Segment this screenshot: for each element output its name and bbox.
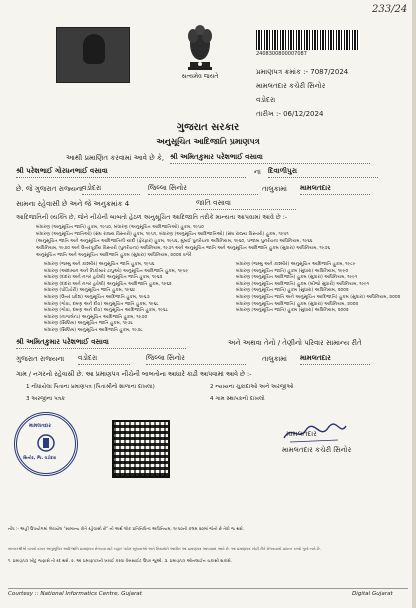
applicant-name: શ્રી અમિતકુમાર પરેશભાઈ વસાવા [170, 153, 370, 164]
state-prefix-2: ગુજરાત રાજ્યના [16, 355, 65, 363]
act-line: બંધારણ (અનુસૂચિત જાતિઓ) (સંઘ રાજ્ય વિસ્તારો) હુકમ, ૧૯૫૧, બંધારણ (અનુસૂચિત આદિજાતિઓ) (સંઘ રાજ્ય વિસ્તારો) હુકમ, ૧૯૫૧ [36, 232, 289, 237]
barcode [256, 30, 360, 50]
basis-item: 2 ન્યાયના ચુકાદાઓ અને અરજીઓ [210, 384, 294, 390]
order-item: બંધારણ (જમ્મુ અને કાશ્મીર) અનુસૂચિત આદિજાતિ હુકમ, ૧૯૮૯ [236, 262, 356, 267]
applicant-name-repeat: શ્રી અમિતકુમાર પરેશભાઈ વસાવા [16, 338, 186, 349]
act-line: (અનુસૂચિત જાતિ અને અનુસૂચિત આદિજાતિની યાદી (ફેરફાર) હુકમ, ૧૯૫૬, મુંબઈ પુનર્રચના અધિનિયમ, ૧૯૬૦, પંજાબ પુનર્રચના અધિનિયમ, ૧૯૬૬ [36, 239, 313, 244]
order-item: બંધારણ (દાદરા અને નગર હવેલી) અનુસૂચિત આદિજાતિ હુકમ, ૧૯૬૨ [44, 281, 172, 287]
page-edge [412, 0, 416, 608]
issuing-office: મામલતદાર કચેરી સિનોર [256, 82, 326, 90]
orders-right [236, 262, 400, 315]
emblem-caption: સત્યમેવ જયતે [181, 73, 219, 80]
seal-emblem-icon [36, 433, 56, 453]
applicant-photo [56, 27, 130, 83]
taluka-name: મામલતદાર [300, 184, 370, 195]
act-line: અધિનિયમ, ૧૯૭૦ અને ઉત્તરપૂર્વીય વિસ્તારો (પુનર્રચના) અધિનિયમ, ૧૯૭૧ અને અનુસૂચિત જાતિ અને અનુસૂચિત આદિજાતિ હુકમ (સુધારા) અધિનિયમ, ૧૯૭૬ [36, 246, 331, 251]
family-text: અને અથવા તેનો / તેણીનો પરિવાર સામાન્ય રીતે [228, 339, 362, 347]
footer-divider [8, 588, 408, 589]
district-mid-2: જિલ્લા સિનોર [146, 354, 246, 365]
signatory-office: મામલતદાર કચેરી સિનોર [282, 446, 352, 454]
office-seal [14, 412, 78, 476]
orders-left [44, 262, 188, 335]
order-item: બંધારણ (દાદરા અને નગર હવેલી) અનુસૂચિત જાતિ હુકમ, ૧૯૬૨ [44, 275, 163, 281]
certificate-title: અનુસૂચિત આદિજાતિ પ્રમાણપત્ર [156, 137, 260, 146]
order-item: બંધારણ (અનુસૂચિત આદિજાતિ) હુકમ (બીજો સુધારો) અધિનિયમ, ૧૯૯૧ [236, 281, 370, 287]
office-place: વડોદરા [256, 96, 276, 104]
order-item: બંધારણ (આંદામાન અને નિકોબાર ટાપુઓ) અનુસૂચિત આદિજાતિ હુકમ, ૧૯૫૯ [44, 268, 189, 274]
act-line: બંધારણ (અનુસૂચિત જાતિ) હુકમ, ૧૯૫૦, બંધારણ (અનુસૂચિત આદિજાતિઓ) હુકમ, ૧૯૫૦ [36, 225, 204, 230]
order-item: બંધારણ (ગોવા, દમણ અને દીવ) અનુસૂચિત જાતિ હુકમ, ૧૯૬૮ [44, 301, 159, 307]
caste-name: જાતિ વસાવા [196, 199, 296, 210]
recognition-text: આદિજાતિની વ્યક્તિ છે, જેને નીચેની બાબતો હેઠળ અનુસૂચિત આદિજાતિ તરીકે માન્યતા આપવામાં આવે છે :- [16, 214, 288, 221]
district-mid: જિલ્લા સિનોર [148, 184, 258, 195]
order-item: બંધારણ (પોંડિચેરી) અનુસૂચિત જાતિ હુકમ, ૧૯૬૪ [44, 288, 136, 294]
seal-top-text: મામલતદાર [29, 423, 51, 429]
courtesy-text: Courtesy :: National Informatics Centre, Gujarat [8, 591, 142, 597]
order-item: બંધારણ (ઉત્તર પ્રદેશ) અનુસૂચિત આદિજાતિ હુકમ, ૧૯૬૭ [44, 294, 150, 300]
basis-item: 3 અરજીના પત્રક [26, 396, 66, 402]
barcode-number: 2408300800007087 [256, 51, 307, 57]
order-item: બંધારણ (સિક્કિમ) અનુસૂચિત જાતિ હુકમ, ૧૯૭૮ [44, 321, 134, 327]
order-item: બંધારણ (જમ્મુ અને કાશ્મીર) અનુસૂચિત જાતિ હુકમ, ૧૯૫૬ [44, 262, 155, 267]
order-item: બંધારણ (સિક્કિમ) અનુસૂચિત આદિજાતિ હુકમ, ૧૯૭૮ [44, 327, 143, 333]
national-emblem-icon [182, 22, 218, 72]
state-prefix: છે. જે ગુજરાત રાજ્યના [16, 185, 83, 193]
village-name: દિવાળીપુરા [268, 167, 378, 178]
order-item: બંધારણ (અનુસૂચિત આદિજાતિ) હુકમ (સુધારા) અધિનિયમ, ૨૦૦૨ [236, 301, 359, 307]
order-item: બંધારણ (નાગાલેન્ડ) અનુસૂચિત આદિજાતિ હુકમ, ૧૯૭૦ [44, 314, 148, 320]
taluka-label: તાલુકામાં [262, 185, 287, 193]
district-name: વડોદરા [82, 184, 140, 195]
certificate-number: પ્રમાણપત્ર ક્રમાંક :- 7087/2024 [256, 68, 349, 76]
resident-text: સામના રહેવાસી છે અને જે અનુક્રમાંક 4 [16, 200, 130, 208]
basis-intro: ગામ / નગરનો રહેવાસી છે. આ પ્રમાણપત્ર નીચેની બાબતોના આધારે કાઢી આપવામાં આવે છે :- [16, 370, 252, 378]
order-item: બંધારણ (અનુસૂચિત જાતિ) હુકમ (સુધારા) અધિનિયમ, ૨૦૦૨ [236, 308, 349, 314]
footnote-3: ૧. પ્રમાણપત્ર ખોટુ જણાશે તો રદ થશે. ૨. આ પ્રમાણપત્રની ખરાઈ કરવા વેબસાઈટ ઉપર જુઓ. ૩. પ્રમાણપત્ર ઓનલાઈન ચકાસી શકાશે. [8, 558, 233, 563]
basis-item: 4 ગામ સ્થાપકનો દાખલો [210, 396, 265, 402]
order-item: બંધારણ (અનુસૂચિત જાતિ અને અનુસૂચિત આદિજાતિ) હુકમ (સુધારા) અધિનિયમ, ૨૦૦૨ [236, 294, 401, 300]
issue-date: તારીખ :- 06/12/2024 [256, 110, 324, 118]
na-label: ના [254, 168, 261, 176]
government-title: ગુજરાત સરકાર [176, 122, 240, 133]
taluka-label-2: તાલુકામાં [262, 355, 287, 363]
order-item: બંધારણ (ગોવા, દમણ અને દીવ) અનુસૂચિત આદિજાતિ હુકમ, ૧૯૬૮ [44, 308, 169, 314]
seal-bottom-text: સિનોર, જિ. વડોદરા [23, 455, 57, 460]
qr-code [112, 420, 170, 478]
footnote-1: નોંધ :- અહીં ઉપયોગમાં લેવાયેલ "સામાન્ય રીતે રહેવાસી છે" નો અર્થ લોક પ્રતિનિધિત્વ અધિનિયમ, ૧૯૫૦ની કલમ ૨૦માં જેનો છે તેવો જ થશે. [8, 526, 245, 531]
district-name-2: વડોદરા [78, 354, 130, 365]
footnote-2: સરકારશ્રીએ વખતો વખત અનુસૂચિત આદિજાતિ પ્રમાણપત્ર મેળવવા માટે બહાર પાડેલ સૂચનાઓ અને નિયમોને આધીન આ પ્રમાણપત્ર આપવામાં આવે છે. આ પ્રમાણપત્ર ખોટી રીતે મેળવવાનો પ્રયત્ન કરવો ગુનો બને છે. [8, 547, 321, 551]
signatory-title: મામલતદાર [286, 430, 317, 438]
father-name: શ્રી પરેશભાઈ ગોરધનભાઈ વસાવા [16, 167, 246, 178]
handwritten-note: 233/24 [372, 4, 408, 15]
taluka-name-2: મામલતદાર [300, 354, 370, 365]
order-item: બંધારણ (અનુસૂચિત જાતિ) હુકમ (સુધારા) અધિનિયમ, ૧૯૯૦ [236, 268, 349, 274]
act-line: અનુસૂચિત જાતિ અને અનુસૂચિત આદિજાતિ હુકમ (સુધારા) અધિનિયમ, ૨૦૦૨ વગેરે [36, 253, 192, 258]
order-item: બંધારણ (અનુસૂચિત આદિજાતિ) હુકમ (સુધારા) અધિનિયમ, ૧૯૯૧ [236, 275, 358, 281]
basis-item: 1 નોંધાયેલા પિતાના પ્રમાણપત્ર (પિતાશ્રીનો શાળાના દાખલા) [26, 384, 155, 390]
digital-gujarat-text: Digital Gujarat [352, 591, 393, 597]
intro-text: આથી પ્રમાણિત કરવામાં આવે છે કે, [66, 154, 165, 162]
order-item: બંધારણ (અનુસૂચિત જાતિ) હુકમ (સુધારા) અધિનિયમ, ૨૦૦૨ [236, 288, 349, 294]
